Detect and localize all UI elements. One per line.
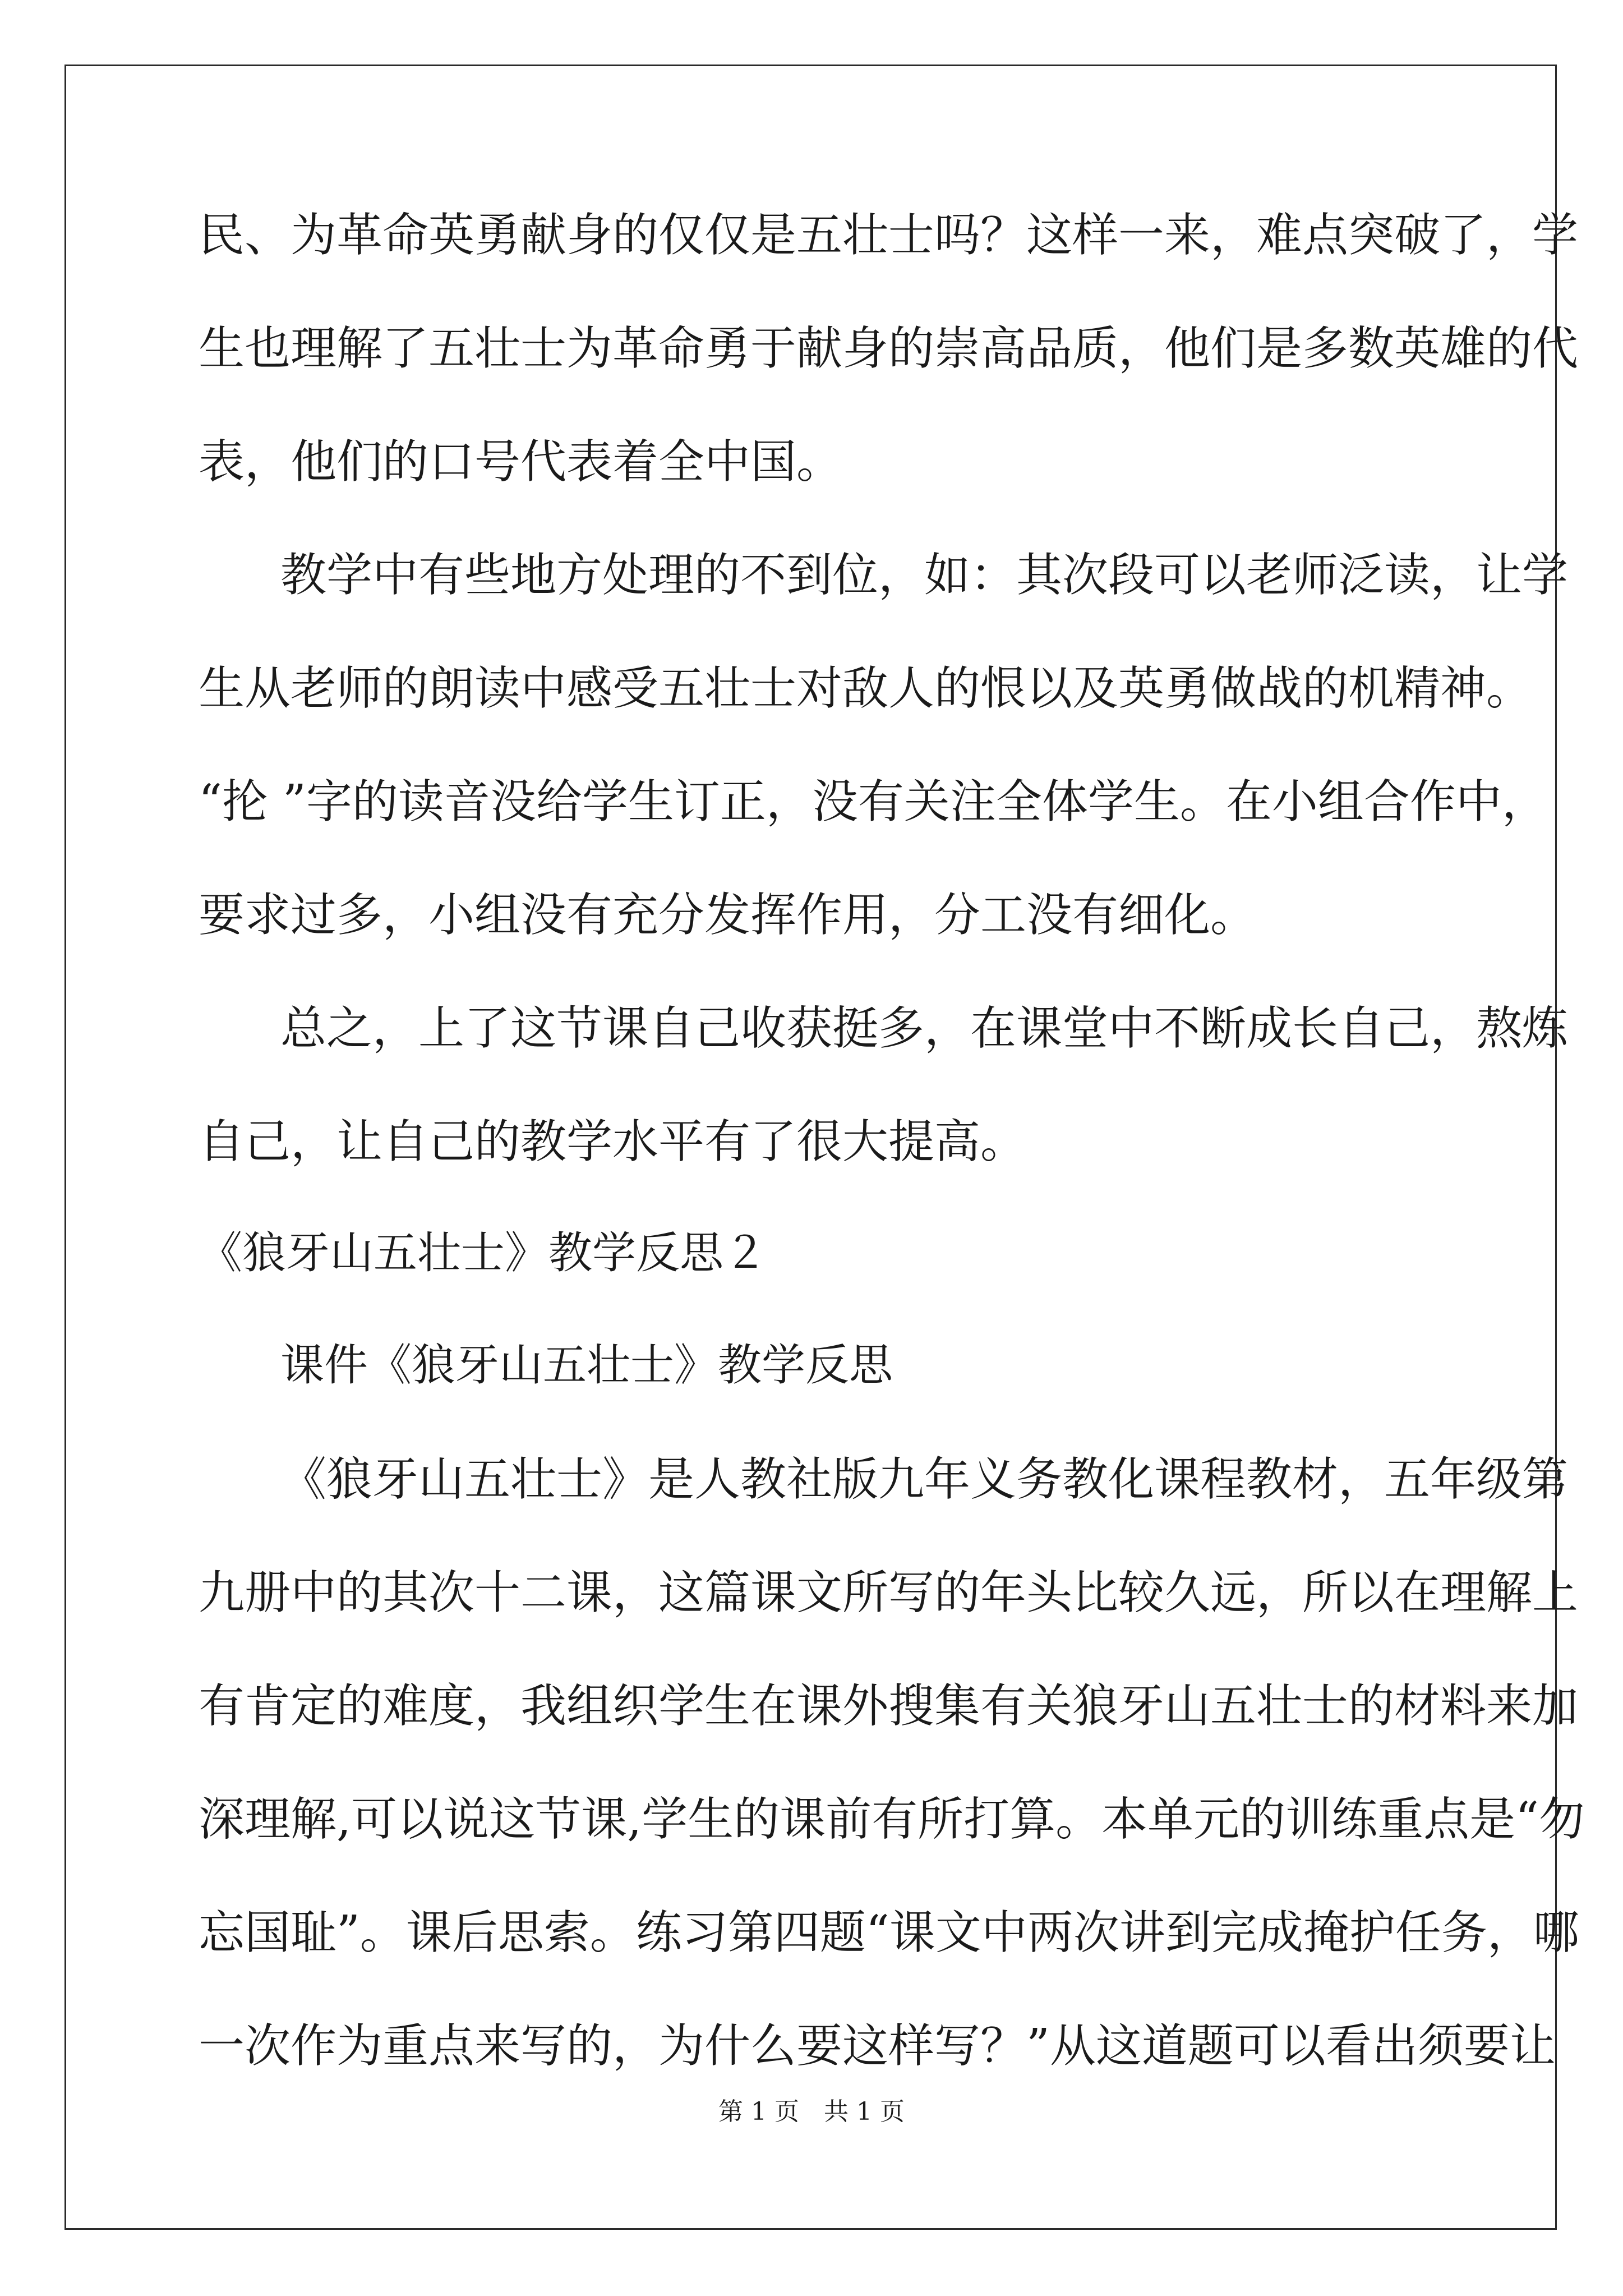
- paragraph-line: 表，他们的口号代表着全中国。: [199, 435, 843, 489]
- paragraph-line: 要求过多，小组没有充分发挥作用，分工没有细化。: [199, 889, 1257, 942]
- paragraph-line: 民、为革命英勇献身的仅仅是五壮士吗？这样一来，难点突破了，学: [199, 209, 1579, 262]
- section-heading: 《狼牙山五壮士》教学反思２: [199, 1228, 768, 1278]
- section-subheading: 课件《狼牙山五壮士》教学反思: [280, 1340, 893, 1391]
- paragraph-line: “抡 ”字的读音没给学生订正，没有关注全体学生。在小组合作中，: [199, 775, 1548, 829]
- page-footer: 第 1 页 共 1 页: [718, 2097, 905, 2126]
- paragraph-line: 《狼牙山五壮士》是人教社版九年义务教化课程教材，五年级第: [280, 1453, 1569, 1506]
- paragraph-line: 深理解,可以说这节课,学生的课前有所打算。本单元的训练重点是“勿: [199, 1793, 1585, 1846]
- paragraph-line: 生也理解了五壮士为革命勇于献身的崇高品质，他们是多数英雄的代: [199, 322, 1579, 375]
- paragraph-line: 一次作为重点来写的，为什么要这样写？”从这道题可以看出须要让: [199, 2019, 1556, 2073]
- paragraph-line: 有肯定的难度，我组织学生在课外搜集有关狼牙山五壮士的材料来加: [199, 1680, 1579, 1733]
- paragraph-line: 九册中的其次十二课，这篇课文所写的年头比较久远，所以在理解上: [199, 1566, 1579, 1619]
- paragraph-line: 生从老师的朗读中感受五壮士对敌人的恨以及英勇做战的机精神。: [199, 662, 1533, 715]
- paragraph-line: 教学中有些地方处理的不到位，如：其次段可以老师泛读，让学: [280, 549, 1569, 602]
- paragraph-line: 自己，让自己的教学水平有了很大提高。: [199, 1115, 1027, 1168]
- paragraph-line: 忘国耻”。课后思索。练习第四题“课文中两次讲到完成掩护任务，哪: [199, 1906, 1579, 1959]
- paragraph-line: 总之，上了这节课自己收获挺多，在课堂中不断成长自己，熬炼: [280, 1002, 1569, 1055]
